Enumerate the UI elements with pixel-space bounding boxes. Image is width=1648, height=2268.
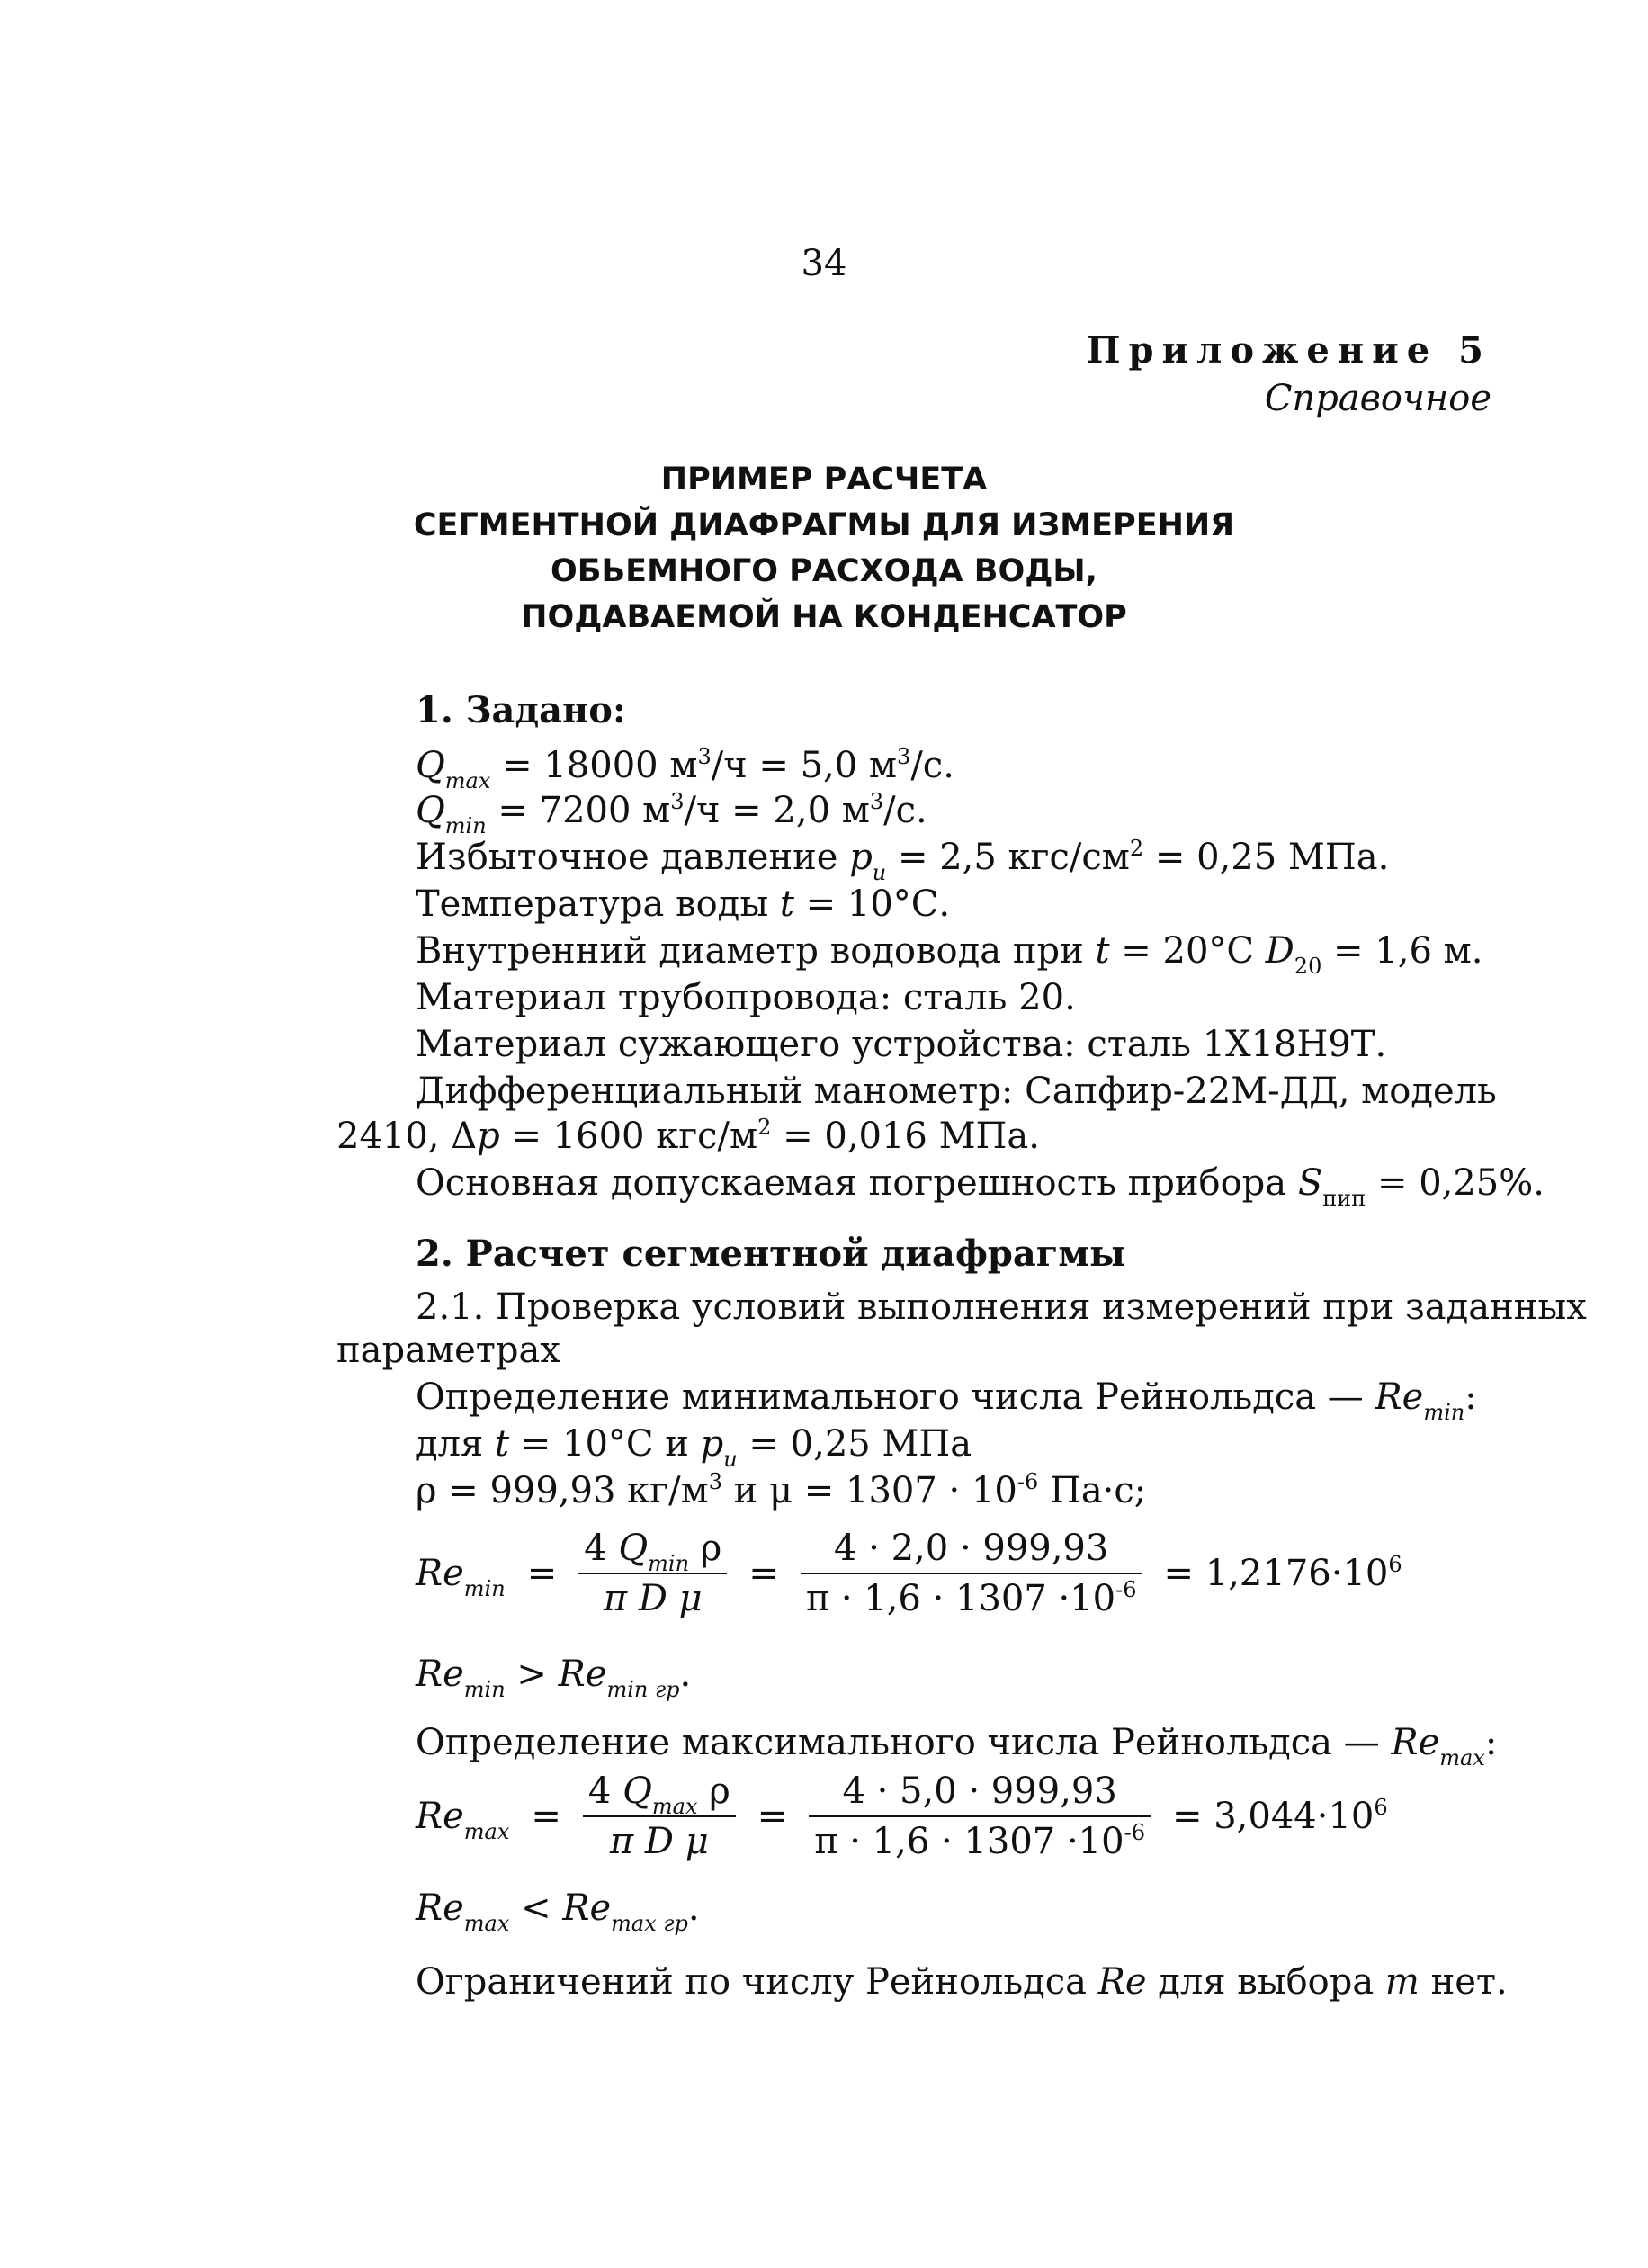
title-line: ПРИМЕР РАСЧЕТА: [660, 462, 988, 498]
manometer-line-2: 2410, Δp = 1600 кгс/$м^2 = 0,016$ МПа.: [336, 1115, 1040, 1157]
density-viscosity-line: ρ = 999,93 $кг/м^3$ и $\mu = 1307 \cdot 10^{-6}$ Па·с;: [416, 1469, 1147, 1511]
document-title: [0, 457, 1648, 641]
remin-definition: Определение минимального числа Рейнольдса — $Re_{min}$:: [416, 1376, 1477, 1425]
paragraph-2-1-cont: параметрах: [336, 1330, 560, 1371]
fraction: $\frac{4 Q_{min} \rho}{\text{π D μ}}$: [578, 1528, 727, 1619]
title-line: ПОДАВАЕМОЙ НА КОНДЕНСАТОР: [521, 599, 1127, 635]
appendix-type: Справочное: [1264, 378, 1491, 419]
remax-comparison: $Re_{max} < Re_{max гр}$.: [416, 1887, 700, 1936]
fraction: $\frac{4 \cdot 2,0 \cdot 999,93}{\pi \cdot 1,6 \cdot 1307 \cdot 10^{-6}}$: [801, 1528, 1142, 1619]
section-2-heading: 2. Расчет сегментной диафрагмы: [416, 1233, 1126, 1275]
remin-comparison: $Re_{min} > Re_{min гр}$.: [416, 1654, 692, 1702]
paragraph-2-1: 2.1. Проверка условий выполнения измерений при заданных: [416, 1286, 1587, 1328]
error-line: Основная допускаемая погрешность прибора $S_{пип} = 0,25\%$.: [416, 1162, 1545, 1211]
condition-line: для t = 10°С и $p_и = 0,25$ МПа: [416, 1423, 972, 1472]
fraction: $\frac{4 \cdot 5,0 \cdot 999,93}{\pi \cdot 1,6 \cdot 1307 \cdot 10^{-6}}$: [809, 1770, 1151, 1862]
pressure-line: Избыточное давление $p_и = 2,5$ кгс/$см^2 = 0,25$ МПа.: [416, 836, 1390, 885]
diameter-line: Внутренний диаметр водовода при t = 20°С $D_{20} = 1,6$ м.: [416, 930, 1483, 979]
qmax-line: $Q_{max} = 18000$ $м^3/ч = 5,0$ $м^3/с$.: [416, 744, 954, 793]
device-material-line: Материал сужающего устройства: сталь 1Х18Н9Т.: [416, 1024, 1387, 1065]
equation-remin: $Re_{min}$ = $\frac{4 Q_{min} \rho}{\text{π D μ}}$ = $\frac{4 \cdot 2,0 \cdot 999,93}{\pi \cdot 1,6 \cdot 1307 \cdot 10^{-6}}$ = $1,2176\cdot 10^6$: [416, 1528, 1402, 1619]
appendix-label: Приложение 5: [1086, 329, 1491, 372]
section-1-heading: 1. Задано:: [416, 689, 626, 731]
qmin-line: $Q_{min} = 7200$ $м^3/ч = 2,0$ $м^3/с$.: [416, 789, 927, 838]
manometer-line: Дифференциальный манометр: Сапфир-22М-ДД, модель: [416, 1071, 1497, 1112]
fraction: $\frac{4 Q_{max} \rho}{\text{π D μ}}$: [583, 1770, 736, 1862]
conclusion-line: Ограничений по числу Рейнольдса Re для выбора m нет.: [416, 1961, 1508, 2003]
title-line: СЕГМЕНТНОЙ ДИАФРАГМЫ ДЛЯ ИЗМЕРЕНИЯ: [413, 507, 1235, 543]
page-number: 34: [801, 243, 847, 284]
title-line: ОБЬЕМНОГО РАСХОДА ВОДЫ,: [551, 553, 1097, 589]
equation-remax: $Re_{max}$ = $\frac{4 Q_{max} \rho}{\text{π D μ}}$ = $\frac{4 \cdot 5,0 \cdot 999,93}{\pi \cdot 1,6 \cdot 1307 \cdot 10^{-6}}$ = $3,044\cdot 10^6$: [416, 1770, 1388, 1862]
pipe-material-line: Материал трубопровода: сталь 20.: [416, 977, 1076, 1018]
remax-definition: Определение максимального числа Рейнольдса — $Re_{max}$:: [416, 1722, 1498, 1770]
temperature-line: Температура воды t = 10°С.: [416, 883, 951, 925]
